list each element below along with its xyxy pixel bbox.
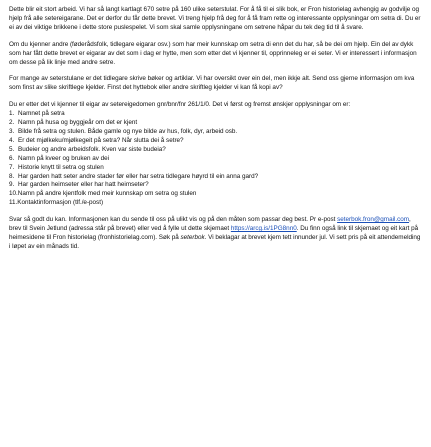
list-item: 1. Namnet på setra [9, 110, 65, 118]
list-item: 11.Kontaktinformasjon (tlf./e-post) [9, 199, 104, 207]
search-term: seterbok [180, 233, 205, 241]
question-list [9, 110, 423, 208]
list-item: 5. Budeier og andre arbeidsfolk. Kven var siste budeia? [9, 145, 166, 153]
paragraph-intro: Dette blir eit stort arbeid. Vi har så langt kartlagt 670 setre på 160 ulike seterstulat. For å få til ei slik bok, er Fron historielag avhengig av godvilje og hjelp frå alle setereigarane. Det er derfor du får dette brevet. Vi treng hjelp frå deg for å få fram rette og interessante opplysningar om setra di. Du er ei av dei viktige brikkene i dette store puslespelet. Vi som skal samle opplysningane om setrene håpar du tek deg tid til å svare. [9, 6, 421, 31]
form-link[interactable]: https://arcg.is/1PG8nn0 [230, 225, 297, 233]
list-item: 2. Namn på husa og byggjeår om det er kjent [9, 119, 138, 127]
email-link[interactable]: seterbok.fron@gmail.com [337, 216, 410, 224]
paragraph-property: Du er etter det vi kjenner til eigar av setereigedomen gnr/bnr/fnr 261/1/0. Det vi først og fremst ønskjer opplysningar om er: [9, 101, 351, 109]
list-item: 9. Har garden heimseter eller har hatt heimseter? [9, 181, 149, 189]
list-item: 7. Historie knytt til setra og stulen [9, 163, 104, 171]
list-item: 3. Bilde frå setra og stulen. Både gamle og nye bilde av hus, folk, dyr, arbeid osb. [9, 127, 238, 135]
list-item: 6. Namn på kveer og bruken av dei [9, 154, 110, 162]
paragraph-sources: For mange av seterstulane er det tidlegare skrive bøker og artiklar. Vi har oversikt over ein del, men ikkje alt. Send oss gjerne informasjon om kva som finst av slike skriftlege kjelder. Finst det hyttebok eller andre skriftleg kjelder vi kan få kopi av? [9, 75, 415, 92]
paragraph-closing: Svar så godt du kan. Informasjonen kan du sende til oss på ulikt vis og på den måten som passar deg best. Pr e-post seterbok.fron@gmail.com, brev til Svein Jetlund (adressa står på brevet) eller ved å fylle ut dette skjemaet https://arcg.is/1PG8nn0. Du finn også link til skjemaet og eit kart på heimesidene til Fron historielag (fronhistorielag.com). Søk på seterbok. Vi beklagar at brevet kjem tett innunder jul. Vi sett pris på eit attendemelding i løpet av ein månads tid. [9, 216, 421, 250]
paragraph-others: Om du kjenner andre (føderådsfolk, tidlegare eigarar osv.) som har meir kunnskap om setra di enn det du har, så be dei om hjelp. Ein del av dykk som har fått dette brevet er eigarar av det som i dag er hytte, men som etter det vi kjenner til, opprinneleg er ei seter. Vi er interessert i informasjon om desse på lik linje med andre setre. [9, 40, 417, 66]
list-item: 10.Namn på andre kjentfolk med meir kunnskap om setra og stulen [9, 190, 197, 198]
list-item: 8. Har garden hatt seter andre stader før eller har setra tidlegare høyrd til ein anna gard? [9, 172, 259, 180]
list-item: 4. Er det mjølkeku/mjølkegeit på setra? Når slutta dei å setre? [9, 136, 184, 144]
